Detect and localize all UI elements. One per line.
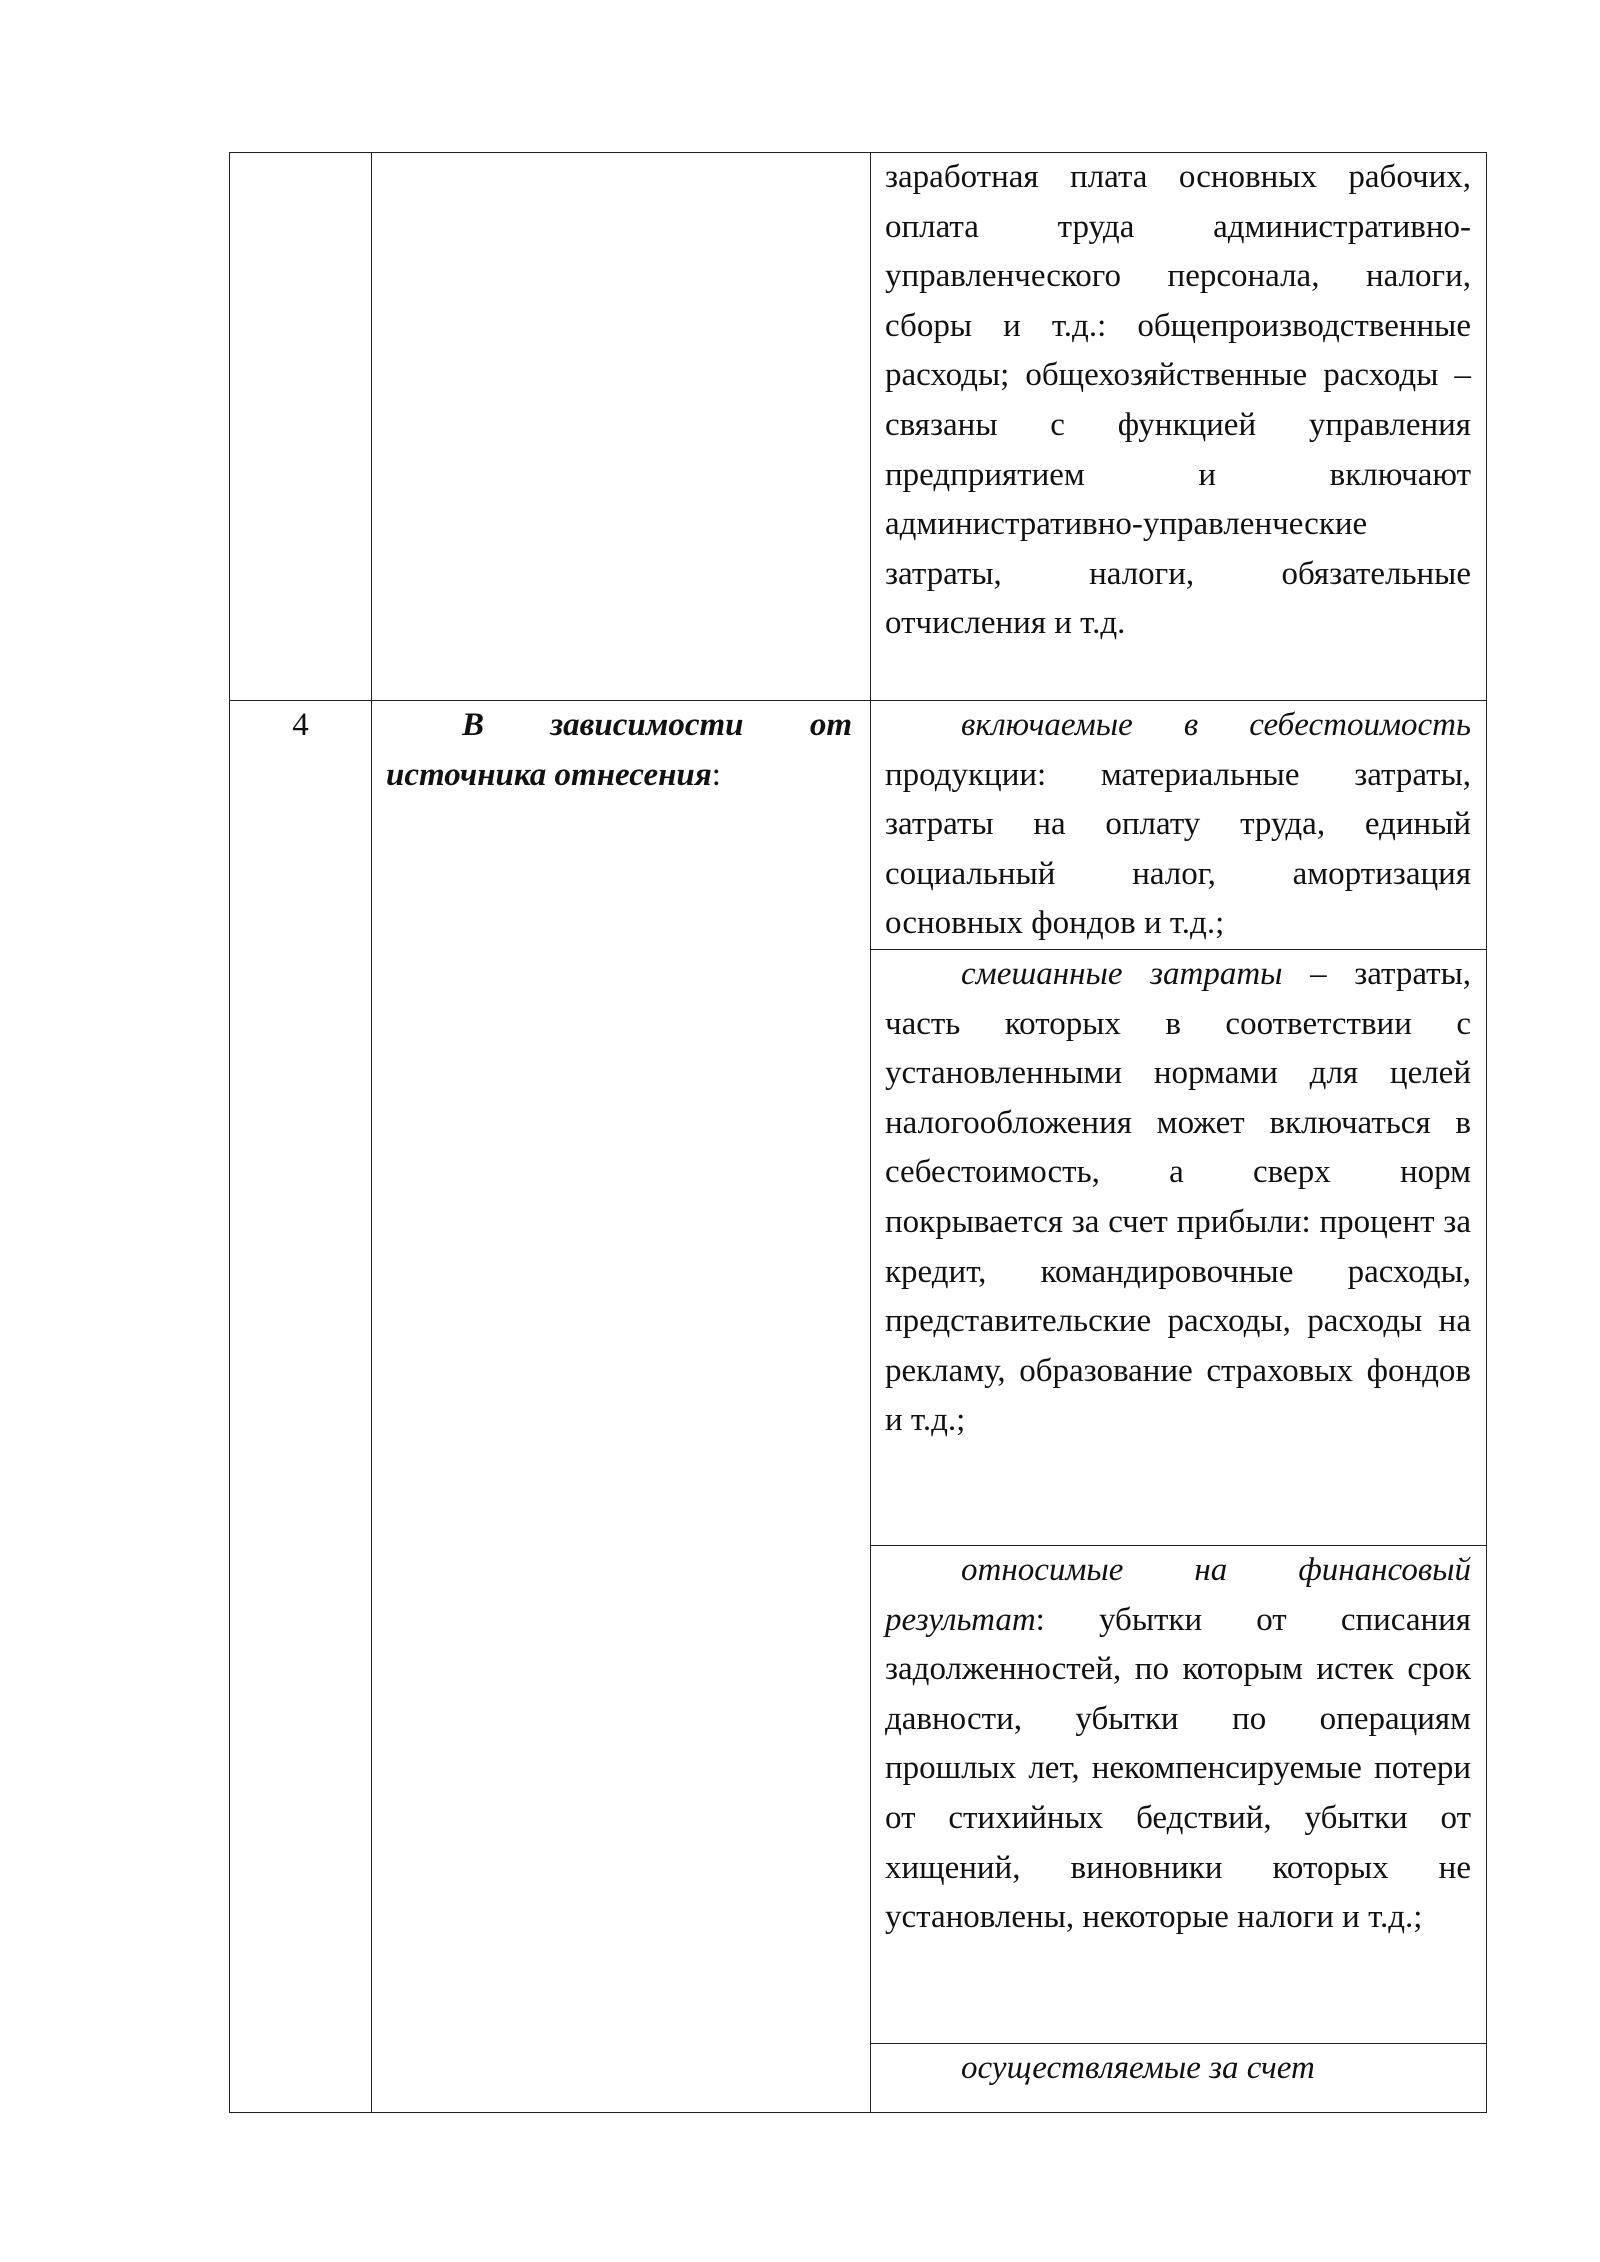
table-row <box>230 701 1487 950</box>
item-text: продукции: материальные затраты, затраты на оплату труда, единый социальный налог, амортизация основных фондов и т.д.; <box>885 756 1471 942</box>
table-row <box>230 153 1487 701</box>
description-cell <box>871 701 1487 950</box>
item-text: – затраты, часть которых в соответствии с установленными нормами для целей налогообложения может включаться в себестоимость, а сверх норм покрывается за счет прибыли: процент за кредит, командировочные расходы, представительские расходы, расходы на рекламу, образование страховых фондов и т.д.; <box>885 955 1471 1439</box>
number-cell <box>230 701 372 2113</box>
criterion-emphasis: В зависимости от источника отнесения <box>386 707 852 793</box>
criterion-text <box>372 701 870 800</box>
description-text: заработная плата основных рабочих, оплата труда административно-управленческого персонала, налоги, сборы и т.д.: общепроизводственные расходы; общехозяйственные расходы – связаны с функцией управления предприятием и включают административно-управленческие затраты, налоги, обязательные отчисления и т.д. <box>885 159 1471 642</box>
number-cell <box>230 153 372 701</box>
item-text: : убытки от списания задолженностей, по которым истек срок давности, убытки по операциям прошлых лет, некомпенсируемые потери от стихийных бедствий, убытки от хищений, виновники которых не установлены, некоторые налоги и т.д.; <box>885 1601 1471 1936</box>
criterion-suffix: : <box>711 756 721 793</box>
criterion-cell <box>372 153 871 701</box>
description-text <box>871 701 1486 949</box>
item-term: смешанные затраты <box>961 955 1283 992</box>
classification-table <box>229 152 1487 2113</box>
description-text <box>871 1546 1486 1943</box>
item-term: включаемые в себестоимость <box>961 707 1471 743</box>
description-text <box>871 2044 1486 2094</box>
description-text <box>871 950 1486 1446</box>
description-cell <box>871 949 1487 1545</box>
criterion-cell <box>372 701 871 2113</box>
item-term: осуществляемые за счет <box>961 2049 1315 2086</box>
description-cell <box>871 153 1487 701</box>
description-cell <box>871 2043 1487 2112</box>
item-term: относимые на финансовый результат <box>885 1551 1471 1638</box>
description-cell <box>871 1545 1487 2043</box>
row-number: 4 <box>292 707 309 743</box>
